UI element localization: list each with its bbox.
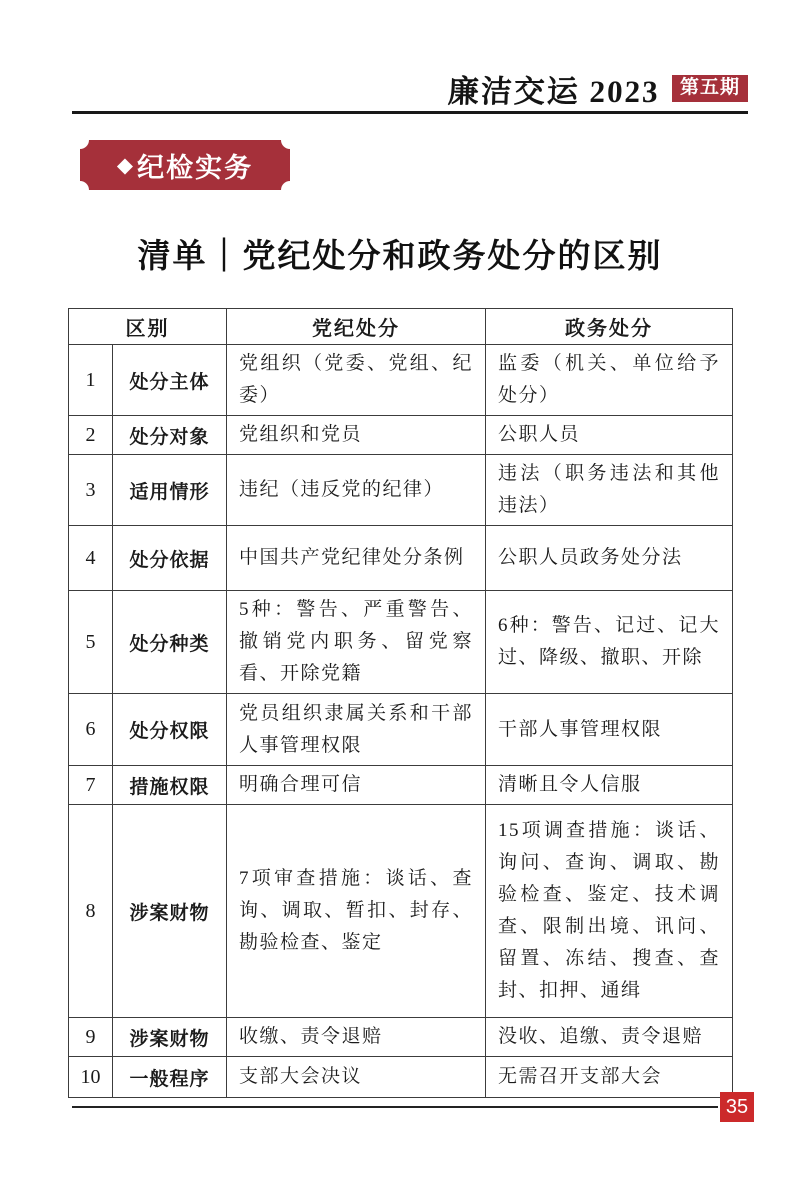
party-discipline-cell: 党组织（党委、党组、纪委）	[227, 345, 486, 416]
party-discipline-cell: 明确合理可信	[227, 766, 486, 805]
party-discipline-cell: 中国共产党纪律处分条例	[227, 526, 486, 591]
row-number: 2	[69, 416, 113, 455]
table-row	[69, 1057, 733, 1098]
document-title: 清单｜党纪处分和政务处分的区别	[137, 239, 663, 275]
row-label: 处分主体	[113, 345, 227, 416]
table-row	[69, 591, 733, 694]
page-number-badge: 35	[720, 1092, 754, 1122]
government-sanction-cell: 没收、追缴、责令退赔	[486, 1018, 733, 1057]
footer-rule	[72, 1106, 718, 1108]
party-discipline-cell: 违纪（违反党的纪律）	[227, 455, 486, 526]
party-discipline-cell: 支部大会决议	[227, 1057, 486, 1098]
row-number: 10	[69, 1057, 113, 1098]
table-header-row	[69, 309, 733, 345]
table-row	[69, 455, 733, 526]
government-sanction-cell: 监委（机关、单位给予处分）	[486, 345, 733, 416]
row-label: 处分种类	[113, 591, 227, 694]
government-sanction-cell: 清晰且令人信服	[486, 766, 733, 805]
row-label: 涉案财物	[113, 805, 227, 1018]
row-label: 涉案财物	[113, 1018, 227, 1057]
row-number: 4	[69, 526, 113, 591]
section-banner-label: 纪检实务	[137, 152, 254, 183]
masthead-title: 廉洁交运 2023	[447, 74, 661, 109]
row-number: 8	[69, 805, 113, 1018]
table-row	[69, 694, 733, 766]
government-sanction-cell: 公职人员	[486, 416, 733, 455]
party-discipline-cell: 5种：警告、严重警告、撤销党内职务、留党察看、开除党籍	[227, 591, 486, 694]
row-number: 6	[69, 694, 113, 766]
government-sanction-cell: 违法（职务违法和其他违法）	[486, 455, 733, 526]
table-row	[69, 526, 733, 591]
row-number: 1	[69, 345, 113, 416]
row-number: 5	[69, 591, 113, 694]
row-label: 一般程序	[113, 1057, 227, 1098]
row-number: 9	[69, 1018, 113, 1057]
row-number: 3	[69, 455, 113, 526]
col-header-government-sanction: 政务处分	[486, 309, 733, 345]
section-banner-text	[80, 140, 290, 190]
table-row	[69, 1018, 733, 1057]
row-label: 处分对象	[113, 416, 227, 455]
party-discipline-cell: 收缴、责令退赔	[227, 1018, 486, 1057]
issue-badge: 第五期	[672, 75, 748, 103]
government-sanction-cell: 公职人员政务处分法	[486, 526, 733, 591]
section-banner	[80, 140, 290, 190]
party-discipline-cell: 7项审查措施：谈话、查询、调取、暂扣、封存、勘验检查、鉴定	[227, 805, 486, 1018]
party-discipline-cell: 党员组织隶属关系和干部人事管理权限	[227, 694, 486, 766]
row-label: 处分依据	[113, 526, 227, 591]
row-label: 适用情形	[113, 455, 227, 526]
col-header-party-discipline: 党纪处分	[227, 309, 486, 345]
government-sanction-cell: 15项调查措施：谈话、询问、查询、调取、勘验检查、鉴定、技术调查、限制出境、讯问、留置、冻结、搜查、查封、扣押、通缉	[486, 805, 733, 1018]
header-rule	[72, 111, 748, 114]
row-label: 处分权限	[113, 694, 227, 766]
page-header	[448, 66, 748, 111]
government-sanction-cell: 无需召开支部大会	[486, 1057, 733, 1098]
table-row	[69, 766, 733, 805]
table-row	[69, 345, 733, 416]
row-label: 措施权限	[113, 766, 227, 805]
row-number: 7	[69, 766, 113, 805]
comparison-table	[68, 308, 733, 1098]
table-row	[69, 416, 733, 455]
col-header-difference: 区别	[69, 309, 227, 345]
diamond-icon: ◆	[116, 153, 134, 177]
government-sanction-cell: 6种：警告、记过、记大过、降级、撤职、开除	[486, 591, 733, 694]
party-discipline-cell: 党组织和党员	[227, 416, 486, 455]
table-row	[69, 805, 733, 1018]
government-sanction-cell: 干部人事管理权限	[486, 694, 733, 766]
